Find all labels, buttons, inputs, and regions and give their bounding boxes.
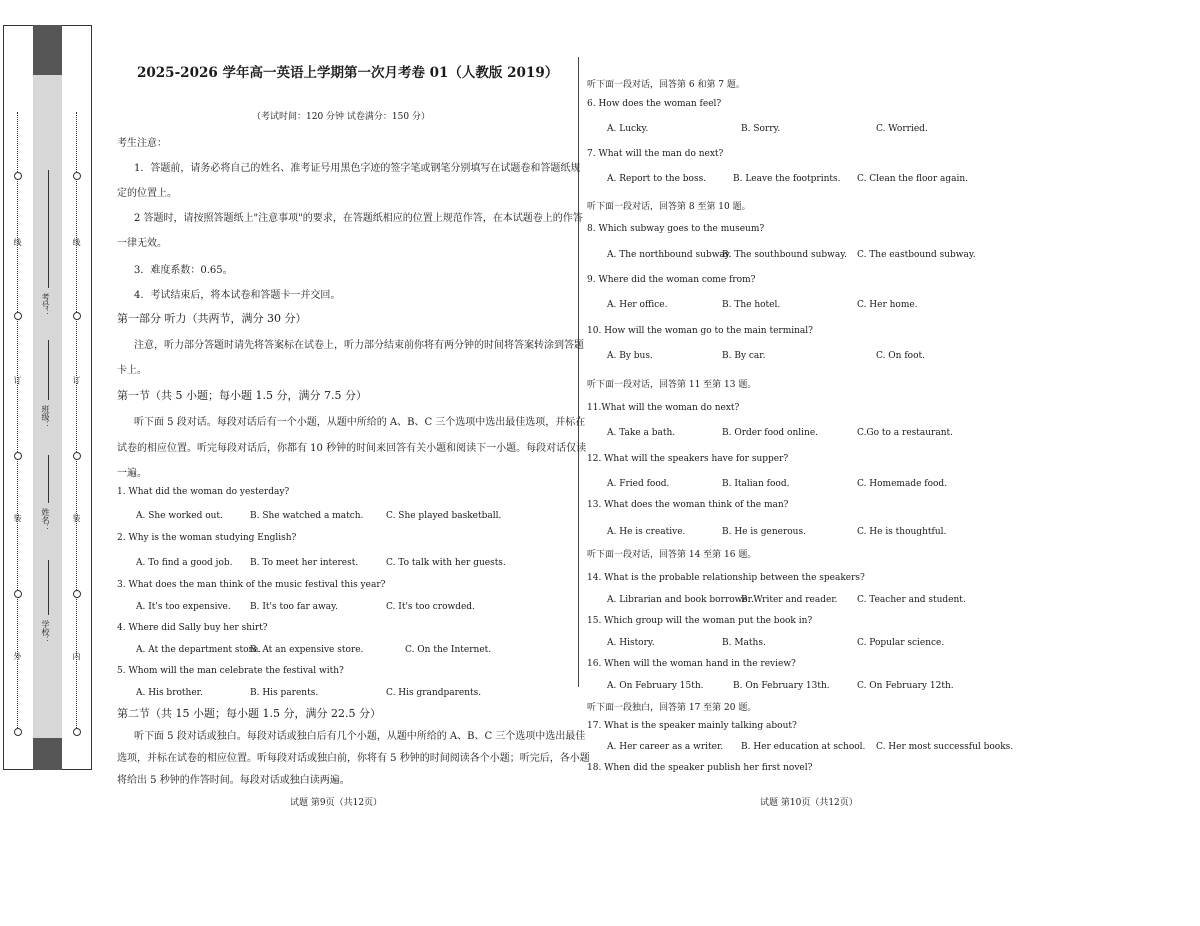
name-field-label: 姓名： [41, 508, 50, 532]
section1-title: 第一节（共 5 小题；每小题 1.5 分，满分 7.5 分） [117, 389, 367, 402]
question-stem: 10. How will the woman go to the main terminal? [587, 326, 813, 336]
option-a: A. On February 15th. [607, 681, 704, 691]
section2-title: 第二节（共 15 小题；每小题 1.5 分，满分 22.5 分） [117, 707, 381, 720]
option-c: C. To talk with her guests. [386, 558, 506, 568]
binding-hole-circle [73, 590, 81, 598]
cut-label: 订 [13, 376, 22, 384]
binding-hole-circle [14, 728, 22, 736]
inner-cut-label: 线 [72, 238, 81, 246]
option-a: A. The northbound subway. [607, 250, 732, 260]
option-c: C. Her most successful books. [876, 742, 1014, 752]
question-stem: 16. When will the woman hand in the review? [587, 659, 796, 669]
school-field-line [48, 560, 49, 615]
option-a: A. Her office. [607, 300, 668, 310]
dialogue-header: 听下面一段对话，回答第 11 至第 13 题。 [587, 380, 757, 390]
question-stem: 17. What is the speaker mainly talking about? [587, 721, 797, 731]
id-field-label: 考号： [41, 293, 50, 317]
option-c: C. Homemade food. [857, 479, 948, 489]
notice-line: 2 答题时，请按照答题纸上"注意事项"的要求，在答题纸相应的位置上规范作答，在本试题卷上的作答 [134, 213, 583, 224]
option-b: B. Her education at school. [741, 742, 866, 752]
option-a: A. Report to the boss. [607, 174, 707, 184]
question-stem: 5. Whom will the man celebrate the festival with? [117, 666, 344, 676]
option-b: B. Order food online. [722, 428, 819, 438]
exam-info: （考试时间：120 分钟 试卷满分：150 分） [252, 112, 430, 122]
option-a: A. Her career as a writer. [607, 742, 724, 752]
option-c: C. On foot. [876, 351, 925, 361]
binding-hole-circle [73, 312, 81, 320]
inner-cut-label: 内 [72, 652, 81, 660]
class-field-line [48, 340, 49, 400]
question-stem: 1. What did the woman do yesterday? [117, 487, 290, 497]
option-b: B. Sorry. [741, 124, 781, 134]
option-b: B. The hotel. [722, 300, 781, 310]
question-stem: 8. Which subway goes to the museum? [587, 224, 765, 234]
question-stem: 7. What will the man do next? [587, 149, 724, 159]
option-a: A. Lucky. [607, 124, 649, 134]
option-a: A. Take a bath. [607, 428, 676, 438]
option-a: A. By bus. [607, 351, 653, 361]
binding-hole-circle [73, 728, 81, 736]
binding-hole-circle [73, 172, 81, 180]
dialogue-header: 听下面一段独白，回答第 17 至第 20 题。 [587, 703, 757, 713]
question-stem: 15. Which group will the woman put the book in? [587, 616, 813, 626]
exam-title: 2025-2026 学年高一英语上学期第一次月考卷 01（人教版 2019） [137, 65, 559, 81]
section2-desc: 听下面 5 段对话或独白。每段对话或独白后有几个小题，从题中所给的 A、B、C 三个选项中选出最佳 [134, 731, 586, 742]
question-stem: 4. Where did Sally buy her shirt? [117, 623, 268, 633]
option-c: C. Worried. [876, 124, 928, 134]
option-a: A. Librarian and book borrower. [607, 595, 754, 605]
option-b: B. The southbound subway. [722, 250, 847, 260]
option-c: C.Go to a restaurant. [857, 428, 953, 438]
notice-title: 考生注意： [117, 138, 167, 149]
option-b: B. By car. [722, 351, 766, 361]
binding-strip-bottom-bar [33, 738, 62, 770]
notice-line: 4．考试结束后，将本试卷和答题卡一并交回。 [134, 290, 341, 301]
option-b: B. It's too far away. [250, 602, 338, 612]
notice-line: 定的位置上。 [117, 188, 177, 199]
question-stem: 2. Why is the woman studying English? [117, 533, 297, 543]
page-footer: 试题 第10页（共12页） [760, 798, 858, 808]
option-c: C. Teacher and student. [857, 595, 966, 605]
option-a: A. At the department store. [136, 645, 262, 655]
inner-cut-line [76, 112, 77, 732]
section1-desc: 试卷的相应位置。听完每段对话后，你都有 10 秒钟的时间来回答有关小题和阅读下一小题。每段对话仅读 [117, 443, 587, 454]
option-c: C. His grandparents. [386, 688, 482, 698]
name-field-line [48, 455, 49, 503]
binding-hole-circle [14, 590, 22, 598]
binding-hole-circle [14, 172, 22, 180]
question-stem: 9. Where did the woman come from? [587, 275, 756, 285]
part1-note: 卡上。 [117, 365, 147, 376]
part1-note: 注意，听力部分答题时请先将答案标在试卷上，听力部分结束前你将有两分钟的时间将答案转涂到答题 [134, 340, 584, 351]
option-a: A. History. [607, 638, 655, 648]
option-a: A. It's too expensive. [136, 602, 231, 612]
outer-cut-line [17, 112, 18, 732]
cut-label: 外 [13, 652, 22, 660]
id-field-line [48, 170, 49, 288]
option-b: B. Maths. [722, 638, 766, 648]
option-a: A. To find a good job. [136, 558, 233, 568]
binding-hole-circle [14, 312, 22, 320]
option-b: B. Writer and reader. [741, 595, 838, 605]
section1-desc: 一遍。 [117, 468, 147, 479]
option-a: A. He is creative. [607, 527, 686, 537]
class-field-label: 班级： [41, 405, 50, 429]
option-b: B. At an expensive store. [250, 645, 364, 655]
option-c: C. It's too crowded. [386, 602, 475, 612]
inner-cut-label: 装 [72, 514, 81, 522]
section2-desc: 选项，并标在试卷的相应位置。听每段对话或独白前，你将有 5 秒钟的时间阅读各个小题；听完后，各小题 [117, 753, 590, 764]
cut-label: 装 [13, 514, 22, 522]
option-b: B. His parents. [250, 688, 319, 698]
inner-cut-label: 订 [72, 376, 81, 384]
question-stem: 6. How does the woman feel? [587, 99, 722, 109]
school-field-label: 学校： [41, 620, 50, 644]
option-b: B. She watched a match. [250, 511, 364, 521]
question-stem: 11.What will the woman do next? [587, 403, 740, 413]
section2-desc: 将给出 5 秒钟的作答时间。每段对话或独白读两遍。 [117, 775, 350, 786]
question-stem: 14. What is the probable relationship between the speakers? [587, 573, 865, 583]
section1-desc: 听下面 5 段对话。每段对话后有一个小题，从题中所给的 A、B、C 三个选项中选出最佳选项，并标在 [134, 417, 586, 428]
notice-line: 1．答题前，请务必将自己的姓名、准考证号用黑色字迹的签字笔或钢笔分别填写在试题卷和答题纸规 [134, 163, 581, 174]
option-c: C. On the Internet. [405, 645, 492, 655]
option-a: A. His brother. [136, 688, 203, 698]
option-a: A. She worked out. [136, 511, 223, 521]
binding-hole-circle [73, 452, 81, 460]
dialogue-header: 听下面一段对话，回答第 6 和第 7 题。 [587, 80, 745, 90]
question-stem: 12. What will the speakers have for supper? [587, 454, 789, 464]
binding-hole-circle [14, 452, 22, 460]
option-b: B. Italian food. [722, 479, 790, 489]
option-c: C. Popular science. [857, 638, 945, 648]
notice-line: 一律无效。 [117, 238, 167, 249]
binding-strip-top-bar [33, 25, 62, 75]
option-b: B. To meet her interest. [250, 558, 359, 568]
option-b: B. Leave the footprints. [733, 174, 841, 184]
option-c: C. On February 12th. [857, 681, 954, 691]
page-divider [578, 57, 579, 687]
question-stem: 13. What does the woman think of the man? [587, 500, 789, 510]
question-stem: 18. When did the speaker publish her first novel? [587, 763, 813, 773]
cut-label: 线 [13, 238, 22, 246]
page-footer: 试题 第9页（共12页） [290, 798, 383, 808]
option-c: C. He is thoughtful. [857, 527, 947, 537]
option-c: C. She played basketball. [386, 511, 502, 521]
option-c: C. Her home. [857, 300, 918, 310]
dialogue-header: 听下面一段对话，回答第 14 至第 16 题。 [587, 550, 757, 560]
option-a: A. Fried food. [607, 479, 670, 489]
dialogue-header: 听下面一段对话，回答第 8 至第 10 题。 [587, 202, 751, 212]
question-stem: 3. What does the man think of the music festival this year? [117, 580, 386, 590]
option-b: B. He is generous. [722, 527, 806, 537]
notice-line: 3．难度系数：0.65。 [134, 265, 233, 276]
option-c: C. Clean the floor again. [857, 174, 969, 184]
part1-title: 第一部分 听力（共两节，满分 30 分） [117, 312, 307, 325]
option-b: B. On February 13th. [733, 681, 830, 691]
option-c: C. The eastbound subway. [857, 250, 976, 260]
